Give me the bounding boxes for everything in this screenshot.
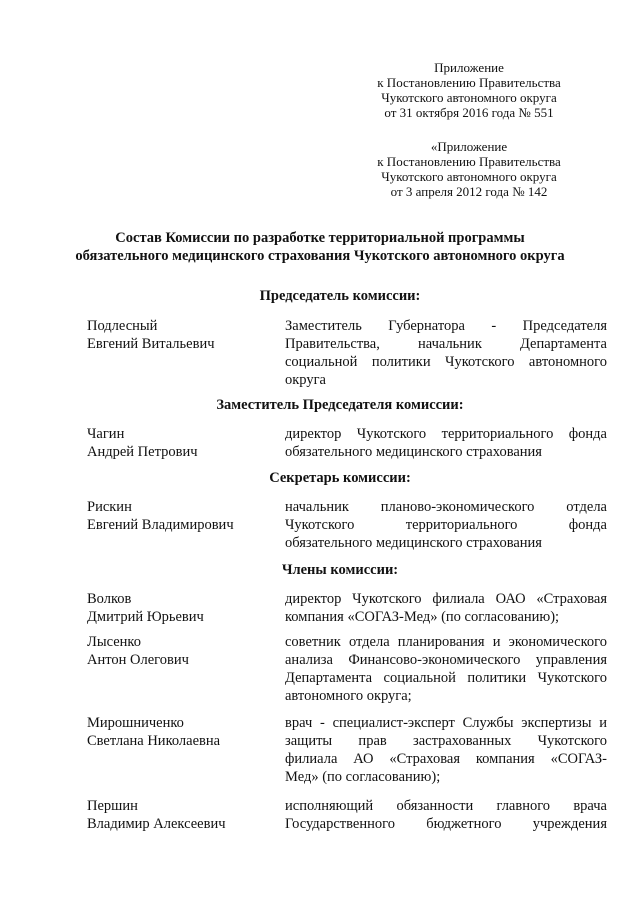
document-title xyxy=(40,229,600,265)
member-name xyxy=(87,633,277,669)
document-title-line: Состав Комиссии по разработке территориальной программы xyxy=(115,230,525,246)
member-name xyxy=(87,797,277,833)
member-given-name: Светлана Николаевна xyxy=(87,733,221,749)
document-title-line: обязательного медицинского страхования Чукотского автономного округа xyxy=(75,248,565,264)
member-role-line: защиты прав застрахованных Чукотского xyxy=(285,733,607,749)
member-role-line: округа xyxy=(285,372,326,388)
member-role-line: филиала АО «Страховая компания «СОГАЗ- xyxy=(285,751,607,767)
appendix-current-line: к Постановлению Правительства xyxy=(377,75,561,90)
member-role-line: Чукотского территориального фонда xyxy=(285,517,607,533)
member-surname: Першин xyxy=(87,798,138,814)
member-role-line: автономного округа; xyxy=(285,688,412,704)
member-role-line: социальной политики Чукотского автономного xyxy=(285,354,607,370)
member-role xyxy=(285,498,607,552)
member-role xyxy=(285,590,607,626)
member-surname: Рискин xyxy=(87,499,132,515)
section-heading-chairman: Председатель комиссии: xyxy=(259,288,421,304)
member-role-line: советник отдела планирования и экономического xyxy=(285,634,607,650)
appendix-previous-line: к Постановлению Правительства xyxy=(377,154,561,169)
member-role-line: компания «СОГАЗ-Мед» (по согласованию); xyxy=(285,609,560,625)
member-surname: Лысенко xyxy=(87,634,141,650)
member-name xyxy=(87,590,277,626)
member-role xyxy=(285,633,607,705)
member-surname: Мирошниченко xyxy=(87,715,184,731)
member-given-name: Антон Олегович xyxy=(87,652,189,668)
member-surname: Подлесный xyxy=(87,318,158,334)
member-surname: Чагин xyxy=(87,426,125,442)
member-role-line: Заместитель Губернатора - Председателя xyxy=(285,318,607,334)
appendix-current-line: Чукотского автономного округа xyxy=(381,90,557,105)
member-role xyxy=(285,425,607,461)
appendix-current-line: Приложение xyxy=(434,60,504,75)
section-heading-deputy: Заместитель Председателя комиссии: xyxy=(216,397,464,413)
member-name xyxy=(87,498,277,534)
member-given-name: Андрей Петрович xyxy=(87,444,198,460)
member-given-name: Владимир Алексеевич xyxy=(87,816,226,832)
member-role-line: Государственного бюджетного учреждения xyxy=(285,816,607,832)
member-role xyxy=(285,317,607,389)
member-role-line: врач - специалист-эксперт Службы экспертизы и xyxy=(285,715,607,731)
appendix-previous-line: от 3 апреля 2012 года № 142 xyxy=(390,184,548,199)
member-surname: Волков xyxy=(87,591,132,607)
appendix-current-line: от 31 октября 2016 года № 551 xyxy=(384,105,554,120)
section-heading-secretary: Секретарь комиссии: xyxy=(269,470,411,486)
member-role-line: обязательного медицинского страхования xyxy=(285,535,542,551)
member-role-line: директор Чукотского территориального фонда xyxy=(285,426,607,442)
member-role-line: анализа Финансово-экономического управления xyxy=(285,652,607,668)
appendix-previous-line: Чукотского автономного округа xyxy=(381,169,557,184)
appendix-previous-line: «Приложение xyxy=(430,139,508,154)
member-given-name: Евгений Владимирович xyxy=(87,517,234,533)
member-role-line: исполняющий обязанности главного врача xyxy=(285,798,607,814)
member-name xyxy=(87,425,277,461)
section-heading-members: Члены комиссии: xyxy=(281,562,399,578)
member-name xyxy=(87,317,277,353)
appendix-current xyxy=(349,60,589,120)
member-role-line: Правительства, начальник Департамента xyxy=(285,336,607,352)
member-role-line: директор Чукотского филиала ОАО «Страховая xyxy=(285,591,607,607)
member-name xyxy=(87,714,277,750)
appendix-previous xyxy=(349,139,589,199)
member-role-line: Департамента социальной политики Чукотского xyxy=(285,670,607,686)
member-given-name: Евгений Витальевич xyxy=(87,336,215,352)
member-role-line: начальник планово-экономического отдела xyxy=(285,499,607,515)
member-role-line: обязательного медицинского страхования xyxy=(285,444,542,460)
member-role xyxy=(285,797,607,833)
member-role xyxy=(285,714,607,786)
member-role-line: Мед» (по согласованию); xyxy=(285,769,441,785)
member-given-name: Дмитрий Юрьевич xyxy=(87,609,204,625)
